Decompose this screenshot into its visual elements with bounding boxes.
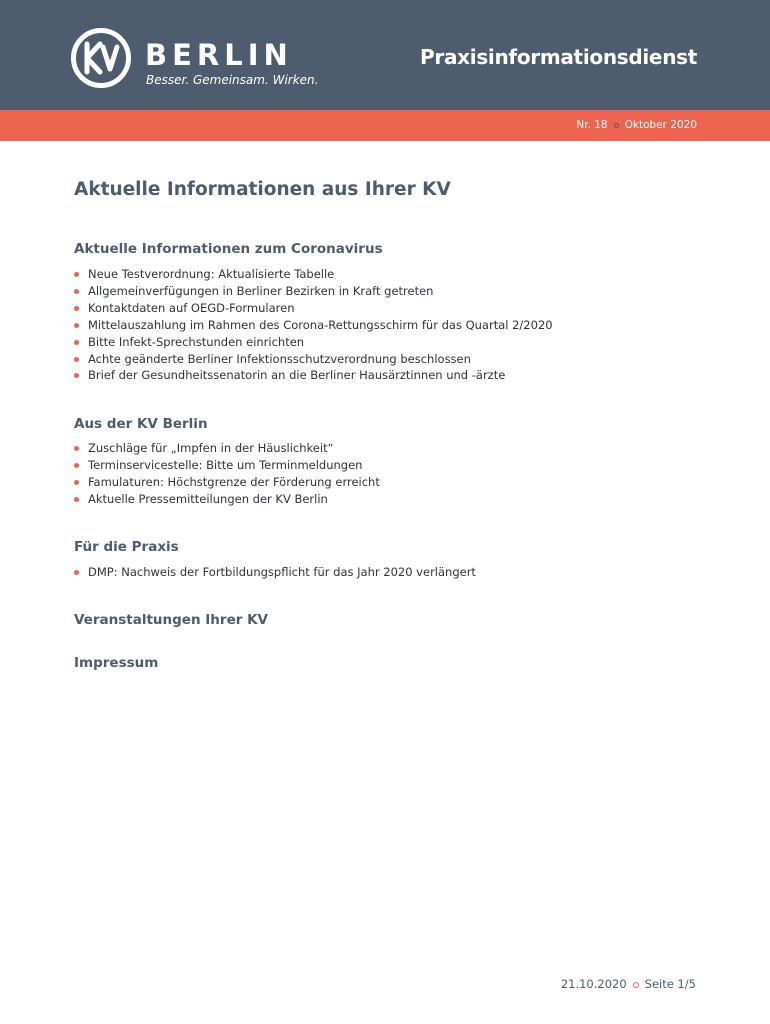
list-item[interactable] xyxy=(74,564,714,581)
section-title-praxis: Für die Praxis xyxy=(74,539,179,555)
list-item[interactable] xyxy=(74,266,714,283)
list-item-label: Brief der Gesundheitssenatorin an die Berliner Hausärztinnen und -ärzte xyxy=(88,368,506,383)
issue-info xyxy=(576,118,697,132)
footer-date: 21.10.2020 xyxy=(560,977,627,991)
bullet-icon xyxy=(74,357,79,362)
page-title: Aktuelle Informationen aus Ihrer KV xyxy=(74,179,451,200)
section-title-veranstaltungen[interactable]: Veranstaltungen Ihrer KV xyxy=(74,612,268,628)
list-item-label: Achte geänderte Berliner Infektionsschutzverordnung beschlossen xyxy=(88,351,471,366)
list-item[interactable] xyxy=(74,283,714,300)
bullet-icon xyxy=(74,272,79,277)
issue-number: Nr. 18 xyxy=(576,119,608,131)
list-item[interactable] xyxy=(74,351,714,368)
list-item-label: Allgemeinverfügungen in Berliner Bezirken in Kraft getreten xyxy=(88,283,434,298)
header-banner xyxy=(0,0,770,110)
separator-dot-icon xyxy=(633,982,639,988)
kv-berlin-list xyxy=(74,440,714,508)
page-footer xyxy=(561,977,696,992)
list-item-label: Neue Testverordnung: Aktualisierte Tabelle xyxy=(88,267,335,281)
section-title-impressum[interactable]: Impressum xyxy=(74,655,159,671)
list-item-label: Aktuelle Pressemitteilungen der KV Berlin xyxy=(88,491,328,506)
bullet-icon xyxy=(74,570,79,575)
list-item-label: Bitte Infekt-Sprechstunden einrichten xyxy=(88,334,305,349)
list-item[interactable] xyxy=(74,367,714,384)
list-item[interactable] xyxy=(74,457,714,474)
kv-logo-icon xyxy=(70,27,132,89)
list-item-label: DMP: Nachweis der Fortbildungspflicht für das Jahr 2020 verlängert xyxy=(88,565,476,579)
list-item-label: Zuschläge für „Impfen in der Häuslichkeit“ xyxy=(88,441,334,455)
list-item[interactable] xyxy=(74,440,714,457)
bullet-icon xyxy=(74,340,79,345)
list-item[interactable] xyxy=(74,474,714,491)
list-item-label: Kontaktdaten auf OEGD-Formularen xyxy=(88,300,295,315)
bullet-icon xyxy=(74,289,79,294)
bullet-icon xyxy=(74,463,79,468)
bullet-icon xyxy=(74,480,79,485)
praxis-list xyxy=(74,564,714,581)
bullet-icon xyxy=(74,323,79,328)
bullet-icon xyxy=(74,306,79,311)
list-item[interactable] xyxy=(74,334,714,351)
bullet-icon xyxy=(74,446,79,451)
publication-title: Praxisinformationsdienst xyxy=(420,45,697,69)
section-title-kv-berlin: Aus der KV Berlin xyxy=(74,416,208,432)
list-item-label: Terminservicestelle: Bitte um Terminmeldungen xyxy=(88,457,363,472)
separator-dot-icon xyxy=(614,123,619,128)
bullet-icon xyxy=(74,373,79,378)
list-item-label: Mittelauszahlung im Rahmen des Corona-Rettungsschirm für das Quartal 2/2020 xyxy=(88,317,553,332)
section-title-coronavirus: Aktuelle Informationen zum Coronavirus xyxy=(74,241,383,257)
issue-date: Oktober 2020 xyxy=(624,119,697,131)
list-item-label: Famulaturen: Höchstgrenze der Förderung erreicht xyxy=(88,474,380,489)
bullet-icon xyxy=(74,497,79,502)
page-number: Seite 1/5 xyxy=(644,977,696,991)
logo-tagline: Besser. Gemeinsam. Wirken. xyxy=(146,73,319,87)
list-item[interactable] xyxy=(74,491,714,508)
list-item[interactable] xyxy=(74,300,714,317)
logo-wordmark: BERLIN xyxy=(145,38,293,72)
list-item[interactable] xyxy=(74,317,714,334)
coronavirus-list xyxy=(74,266,714,384)
